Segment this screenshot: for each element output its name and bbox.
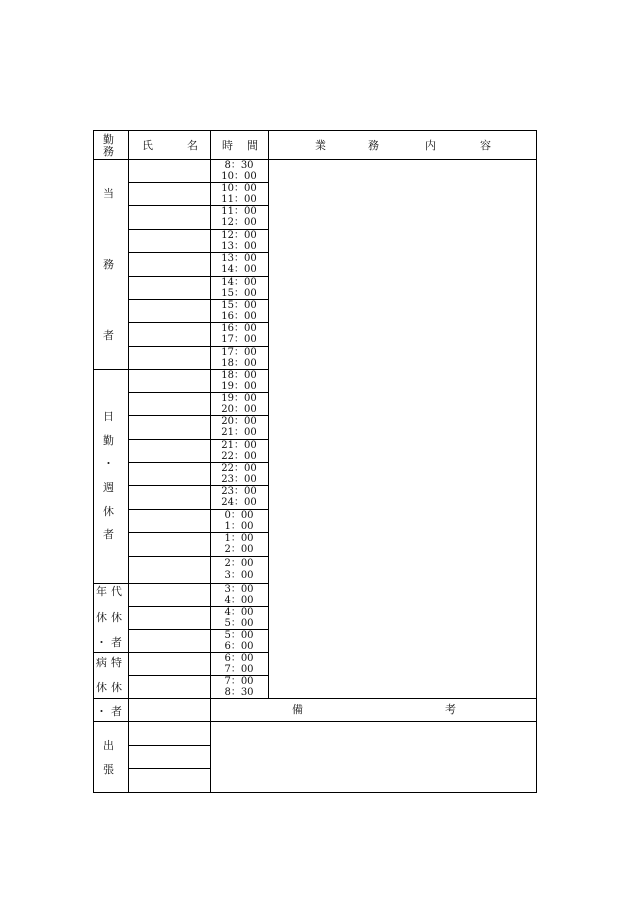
name-row-line bbox=[128, 322, 210, 323]
time-start: 6：00 bbox=[224, 653, 254, 664]
name-row-line bbox=[128, 392, 210, 393]
header-work-b: 務 bbox=[368, 139, 379, 152]
name-row-line bbox=[128, 768, 210, 769]
name-row-line bbox=[128, 675, 210, 676]
name-row-line bbox=[128, 462, 210, 463]
nenkyu-label-2: 代 bbox=[111, 585, 122, 598]
name-row-line bbox=[128, 346, 210, 347]
time-start: 4：00 bbox=[224, 607, 254, 618]
name-row-line bbox=[128, 252, 210, 253]
header-time-b: 間 bbox=[247, 139, 258, 152]
time-end: 24：00 bbox=[221, 497, 257, 508]
time-end: 1：00 bbox=[224, 521, 254, 532]
byokyu-label-5: ・ bbox=[96, 705, 107, 718]
remarks-line bbox=[93, 698, 537, 699]
time-start: 7：00 bbox=[224, 676, 254, 687]
time-end: 17：00 bbox=[221, 334, 257, 345]
time-start: 20：00 bbox=[221, 416, 257, 427]
nikkin-label-6: 者 bbox=[103, 528, 114, 541]
time-end: 16：00 bbox=[221, 311, 257, 322]
name-row-line bbox=[128, 485, 210, 486]
nenkyu-label-5: ・ bbox=[96, 636, 107, 649]
toban-label-1: 当 bbox=[103, 187, 114, 200]
time-end: 13：00 bbox=[221, 241, 257, 252]
name-row-line bbox=[128, 276, 210, 277]
time-start: 18：00 bbox=[221, 370, 257, 381]
header-line bbox=[93, 159, 537, 160]
byokyu-label-6: 者 bbox=[111, 705, 122, 718]
toban-label-3: 者 bbox=[103, 329, 114, 342]
name-row-line bbox=[128, 745, 210, 746]
time-end: 2：00 bbox=[224, 544, 254, 555]
time-end: 18：00 bbox=[221, 358, 257, 369]
time-end: 3：00 bbox=[224, 570, 254, 581]
time-end: 14：00 bbox=[221, 264, 257, 275]
name-row-line bbox=[128, 229, 210, 230]
shutcho-label-2: 張 bbox=[103, 763, 114, 776]
time-start: 0：00 bbox=[224, 510, 254, 521]
time-end: 11：00 bbox=[221, 194, 257, 205]
time-end: 19：00 bbox=[221, 381, 257, 392]
header-duty-2: 務 bbox=[103, 145, 114, 158]
time-end: 15：00 bbox=[221, 288, 257, 299]
name-row-line bbox=[128, 439, 210, 440]
time-start: 1：00 bbox=[224, 533, 254, 544]
header-work-a: 業 bbox=[315, 139, 326, 152]
time-end: 8：30 bbox=[224, 687, 254, 698]
time-end: 21：00 bbox=[221, 427, 257, 438]
toban-label-2: 務 bbox=[103, 258, 114, 271]
header-work-c: 内 bbox=[425, 139, 436, 152]
nikkin-label-3: ・ bbox=[103, 457, 114, 470]
time-end: 6：00 bbox=[224, 641, 254, 652]
time-end: 20：00 bbox=[221, 404, 257, 415]
shutcho-label-1: 出 bbox=[103, 739, 114, 752]
nikkin-label-2: 勤 bbox=[103, 434, 114, 447]
name-row-line bbox=[128, 532, 210, 533]
byokyu-label-2: 特 bbox=[111, 656, 122, 669]
header-duty-1: 勤 bbox=[103, 133, 114, 146]
name-row-line bbox=[128, 556, 210, 557]
time-start: 11：00 bbox=[221, 206, 257, 217]
time-start: 13：00 bbox=[221, 253, 257, 264]
time-end: 5：00 bbox=[224, 618, 254, 629]
time-end: 7：00 bbox=[224, 664, 254, 675]
time-start: 5：00 bbox=[224, 630, 254, 641]
time-start: 8：30 bbox=[224, 160, 254, 171]
nenkyu-label-6: 者 bbox=[111, 636, 122, 649]
name-row-line bbox=[128, 415, 210, 416]
nikkin-label-5: 休 bbox=[103, 505, 114, 518]
time-start: 21：00 bbox=[221, 440, 257, 451]
time-end: 23：00 bbox=[221, 474, 257, 485]
time-start: 17：00 bbox=[221, 347, 257, 358]
time-start: 15：00 bbox=[221, 300, 257, 311]
name-row-line bbox=[128, 606, 210, 607]
nenkyu-label-3: 休 bbox=[96, 611, 107, 624]
name-row-line bbox=[128, 299, 210, 300]
name-row-line bbox=[128, 509, 210, 510]
nenkyu-label-1: 年 bbox=[96, 585, 107, 598]
time-start: 12：00 bbox=[221, 230, 257, 241]
col-line-3 bbox=[268, 130, 269, 698]
nikkin-label-4: 週 bbox=[103, 481, 114, 494]
time-row-line bbox=[210, 556, 269, 557]
header-work-d: 容 bbox=[480, 139, 491, 152]
time-start: 23：00 bbox=[221, 486, 257, 497]
name-row-line bbox=[128, 182, 210, 183]
header-time-a: 時 bbox=[222, 139, 233, 152]
header-name-b: 名 bbox=[187, 139, 198, 152]
remarks-bottom-line bbox=[93, 721, 537, 722]
time-start: 22：00 bbox=[221, 463, 257, 474]
time-start: 16：00 bbox=[221, 323, 257, 334]
time-end: 10：00 bbox=[221, 171, 257, 182]
name-row-line bbox=[128, 629, 210, 630]
nikkin-label-1: 日 bbox=[103, 410, 114, 423]
remarks-label-a: 備 bbox=[292, 703, 303, 716]
time-end: 12：00 bbox=[221, 217, 257, 228]
group-line-nenkyu bbox=[93, 652, 211, 653]
time-start: 2：00 bbox=[224, 558, 254, 569]
time-start: 3：00 bbox=[224, 584, 254, 595]
nenkyu-label-4: 休 bbox=[111, 611, 122, 624]
remarks-label-b: 考 bbox=[445, 703, 456, 716]
time-end: 22：00 bbox=[221, 451, 257, 462]
byokyu-label-4: 休 bbox=[111, 681, 122, 694]
header-name-a: 氏 bbox=[142, 139, 153, 152]
time-start: 14：00 bbox=[221, 277, 257, 288]
byokyu-label-1: 病 bbox=[96, 656, 107, 669]
name-row-line bbox=[128, 205, 210, 206]
time-start: 19：00 bbox=[221, 393, 257, 404]
byokyu-label-3: 休 bbox=[96, 681, 107, 694]
time-end: 4：00 bbox=[224, 595, 254, 606]
time-start: 10：00 bbox=[221, 183, 257, 194]
